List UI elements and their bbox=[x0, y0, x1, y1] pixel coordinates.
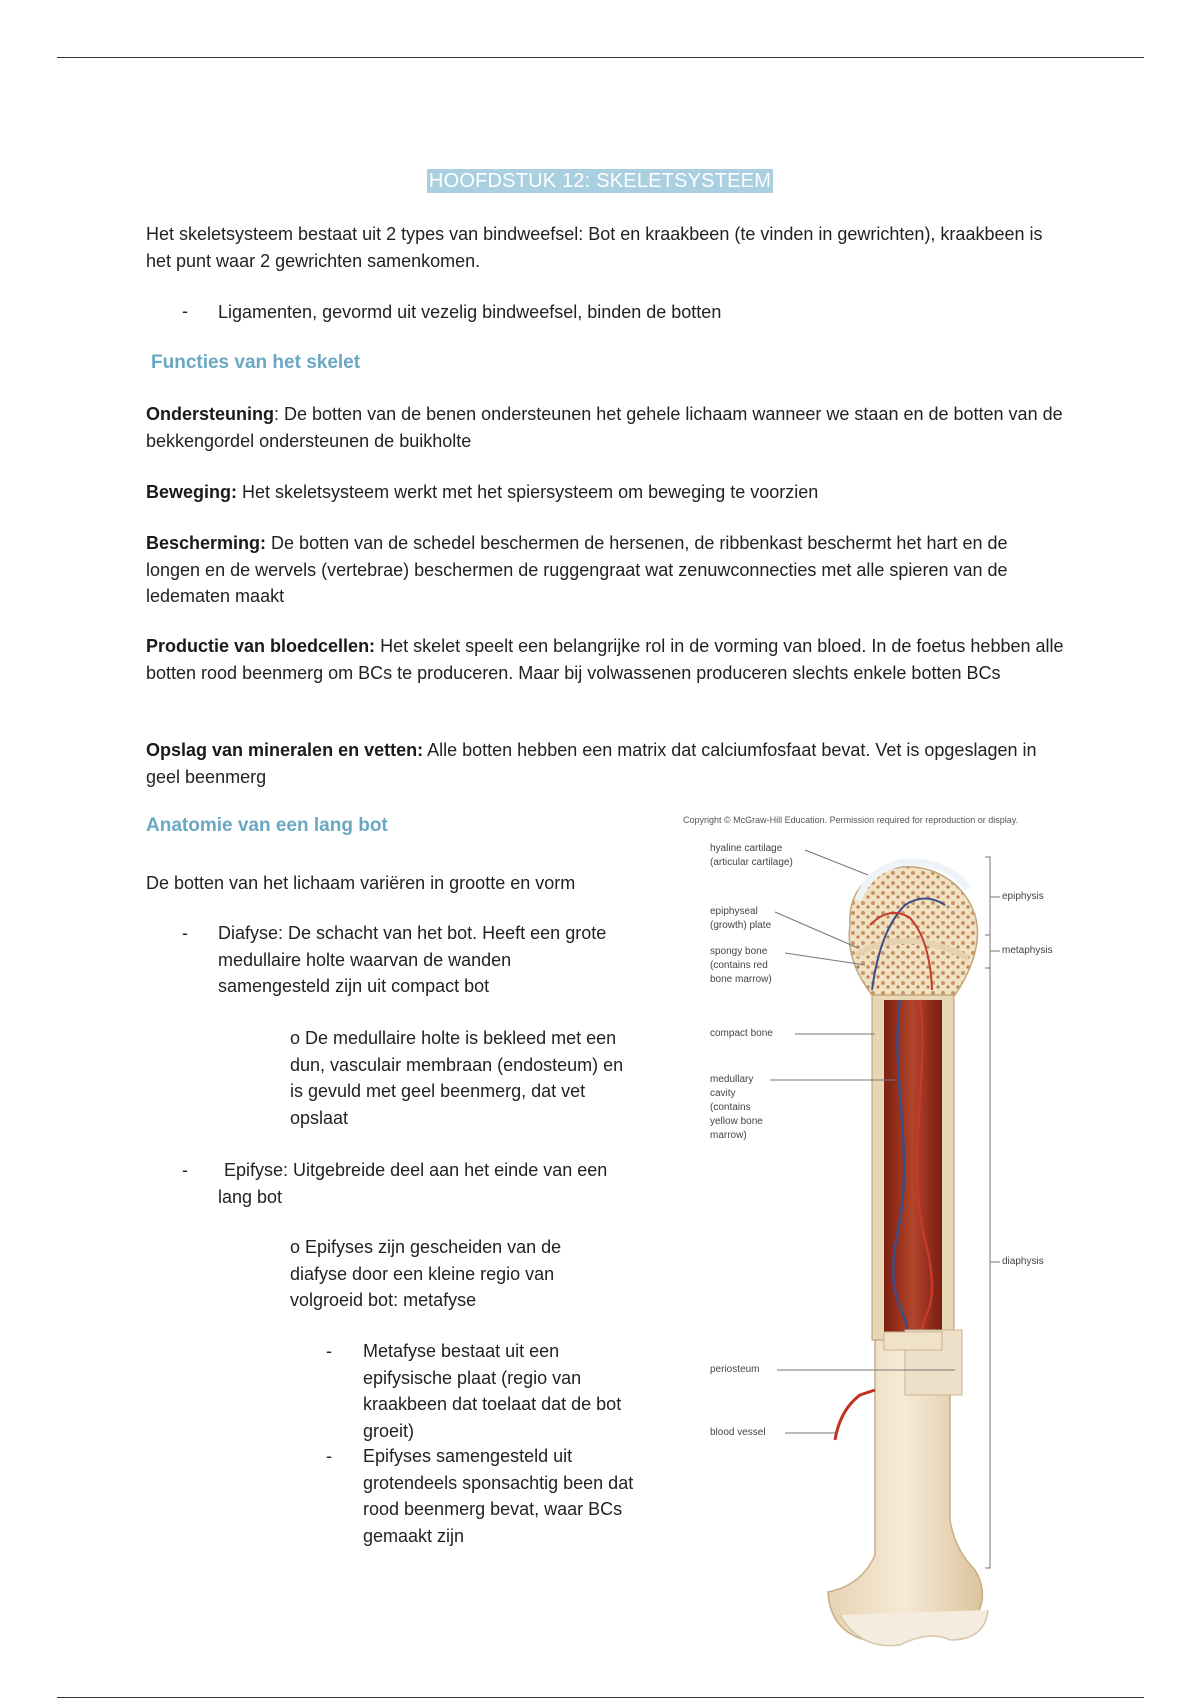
function-text: Alle botten hebben een matrix dat calciumfosfaat bevat. Vet is opgeslagen in geel beenmerg bbox=[146, 740, 1037, 787]
leader-hyaline bbox=[805, 850, 868, 875]
label-line: (growth) plate bbox=[710, 920, 772, 931]
label-epiphysis: epiphysis bbox=[1002, 891, 1044, 902]
intro-bullet: Ligamenten, gevormd uit vezelig bindweefsel, binden de botten bbox=[218, 302, 722, 322]
label-line: hyaline cartilage bbox=[710, 843, 783, 854]
periosteum-cut bbox=[884, 1332, 942, 1350]
label-line: marrow) bbox=[710, 1130, 747, 1141]
label-hyaline bbox=[710, 842, 793, 870]
bullet-dash: - bbox=[182, 301, 188, 321]
epifyses-bullet: Epifyses samengesteld uit grotendeels sponsachtig been dat rood beenmerg bevat, waar BCs gemaakt zijn bbox=[363, 1446, 634, 1546]
label-spongy bbox=[710, 945, 772, 987]
label-line: cavity bbox=[710, 1088, 736, 1099]
figure-copyright: Copyright © McGraw-Hill Education. Permission required for reproduction or display. bbox=[683, 815, 1019, 825]
anatomy-intro: De botten van het lichaam variëren in grootte en vorm bbox=[146, 873, 576, 893]
label-epiphyseal bbox=[710, 905, 771, 933]
function-text: Het skelet speelt een belangrijke rol in de vorming van bloed. In de foetus hebben alle botten rood beenmerg om BCs te produceren. Maar bij volwassenen produceren slechts enkele botten BCs bbox=[146, 636, 1064, 683]
bullet-dash: - bbox=[182, 1160, 188, 1180]
label-line: (contains red bbox=[710, 960, 768, 971]
bullet-dash: - bbox=[326, 1446, 332, 1466]
distal-condyle bbox=[840, 1610, 988, 1646]
diafyse-bullet: Diafyse: De schacht van het bot. Heeft een grote medullaire holte waarvan de wanden samengesteld zijn uit compact bot bbox=[218, 923, 607, 996]
label-line: spongy bone bbox=[710, 946, 768, 957]
label-medullary bbox=[710, 1073, 763, 1143]
medullary-cavity bbox=[884, 1000, 942, 1340]
anatomy-heading: Anatomie van een lang bot bbox=[146, 815, 388, 836]
metafyse-bullet: Metafyse bestaat uit een epifysische plaat (regio van kraakbeen dat toelaat dat de bot groeit) bbox=[363, 1341, 622, 1441]
epifyse-subpoint: o Epifyses zijn gescheiden van de diafyse door een kleine regio van volgroeid bot: metafyse bbox=[290, 1237, 562, 1310]
function-term: Ondersteuning bbox=[146, 404, 275, 424]
bullet-dash: - bbox=[326, 1341, 332, 1361]
bracket-metaphysis bbox=[985, 935, 990, 968]
function-term: Beweging: bbox=[146, 482, 238, 502]
label-diaphysis: diaphysis bbox=[1002, 1256, 1044, 1267]
label-line: (contains bbox=[710, 1102, 751, 1113]
bracket-epiphysis bbox=[985, 857, 990, 935]
epifyse-bullet: Epifyse: Uitgebreide deel aan het einde van een lang bot bbox=[218, 1160, 608, 1207]
label-line: medullary bbox=[710, 1074, 754, 1085]
leader-epiphyseal bbox=[775, 912, 858, 948]
functions-heading: Functies van het skelet bbox=[151, 352, 361, 373]
label-compact: compact bone bbox=[710, 1028, 773, 1039]
diafyse-subpoint: o De medullaire holte is bekleed met een dun, vasculair membraan (endosteum) en is gevuld met geel beenmerg, dat vet opslaat bbox=[290, 1028, 624, 1128]
bullet-dash: - bbox=[182, 923, 188, 943]
nutrient-blood-vessel bbox=[835, 1390, 875, 1440]
intro-paragraph: Het skeletsysteem bestaat uit 2 types van bindweefsel: Bot en kraakbeen (te vinden in gewrichten), kraakbeen is het punt waar 2 gewrichten samenkomen. bbox=[146, 224, 1043, 271]
label-line: (articular cartilage) bbox=[710, 857, 793, 868]
page-title: HOOFDSTUK 12: SKELETSYSTEEM bbox=[428, 170, 772, 192]
function-term: Productie van bloedcellen: bbox=[146, 636, 376, 656]
label-blood-vessel: blood vessel bbox=[710, 1427, 766, 1438]
function-term: Opslag van mineralen en vetten: bbox=[146, 740, 424, 760]
bracket-diaphysis bbox=[985, 968, 990, 1568]
function-term: Bescherming: bbox=[146, 533, 267, 553]
label-line: bone marrow) bbox=[710, 974, 772, 985]
label-line: epiphyseal bbox=[710, 906, 758, 917]
function-text: Het skeletsysteem werkt met het spiersysteem om beweging te voorzien bbox=[237, 482, 819, 502]
label-periosteum: periosteum bbox=[710, 1364, 760, 1375]
function-text: : De botten van de benen ondersteunen het gehele lichaam wanneer we staan en de botten van de bekkengordel ondersteunen de buikholte bbox=[146, 404, 1063, 451]
label-metaphysis: metaphysis bbox=[1002, 945, 1053, 956]
label-line: yellow bone bbox=[710, 1116, 763, 1127]
function-text: De botten van de schedel beschermen de hersenen, de ribbenkast beschermt het hart en de longen en de wervels (vertebrae) beschermen de ruggengraat wat zenuwconnecties met alle spieren van de ledematen maakt bbox=[146, 533, 1008, 606]
